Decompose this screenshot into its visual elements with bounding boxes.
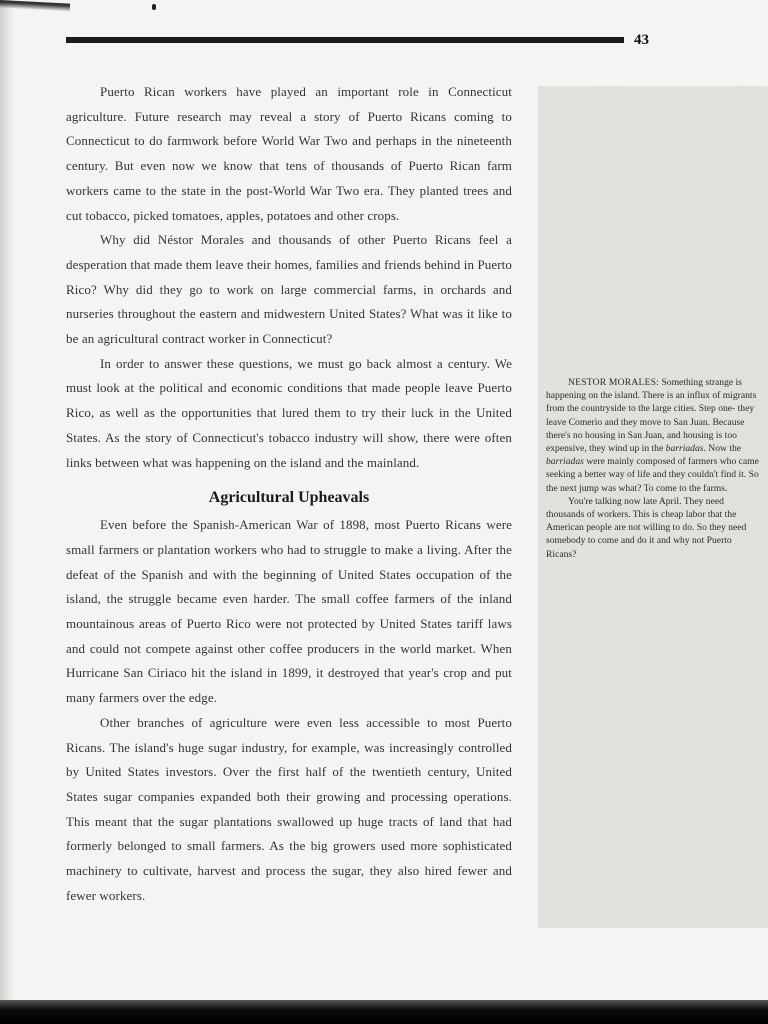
paragraph: In order to answer these questions, we must go back almost a century. We must look at the political and economic conditions that made people leave Puerto Rico, as well as the opportunities that lured them to try their luck in the United States. As the story of Connecticut's tobacco industry will show, there were often links between what was happening on the island and the mainland. (66, 355, 512, 470)
scan-edge (0, 0, 14, 1024)
header-rule (66, 37, 624, 43)
paragraph: Puerto Rican workers have played an important role in Connecticut agriculture. Future research may reveal a story of Puerto Ricans coming to Connecticut to do farmwork before World War Two and perhaps in the nineteenth century. But even now we know that tens of thousands of Puerto Rican farm workers came to the state in the post-World War Two era. They planted trees and cut tobacco, picked tomatoes, apples, potatoes and other crops. (66, 84, 512, 223)
paragraph: Even before the Spanish-American War of 1898, most Puerto Ricans were small farmers or plantation workers who had to struggle to make a living. After the defeat of the Spanish and with the beginning of United States occupation of the island, the struggle became even harder. The small coffee farmers of the inland mountainous areas of Puerto Rico were not protected by United States tariff laws and could not compete against other coffee producers in the world market. When Hurricane San Ciriaco hit the island in 1899, it destroyed that year's crop and put many farmers over the edge. (66, 517, 512, 706)
section-heading: Agricultural Upheavals (208, 489, 370, 507)
quote-paragraph: NESTOR MORALES: Something strange is happening on the island. There is an influx of migrants from the countryside to the large cities. Step one- they leave Comerio and they move to San Juan. Because there's no housing in San Juan, and housing is too expensive, they wind up in the barriadas. Now the barriadas were mainly composed of farmers who came seeking a better way of life and they couldn't find it. So the next jump was what? To come to the farms. (546, 377, 759, 494)
paragraph: Why did Néstor Morales and thousands of other Puerto Ricans feel a desperation that made them leave their homes, families and friends behind in Puerto Rico? Why did they go to work on large commercial farms, in orchards and nurseries throughout the eastern and midwestern United States? What was it like to be an agricultural contract worker in Connecticut? (66, 232, 512, 347)
main-text-column (66, 80, 512, 909)
page-number: 43 (634, 32, 649, 48)
paragraph: Other branches of agriculture were even less accessible to most Puerto Ricans. The island's huge sugar industry, for example, was increasingly controlled by United States investors. Over the first half of the twentieth century, United States sugar companies expanded both their growing and processing operations. This meant that the sugar plantations swallowed up huge tracts of land that had formerly belonged to small farmers. As the big growers used more sophisticated machinery to cultivate, harvest and process the sugar, they also hired fewer and fewer workers. (66, 714, 512, 903)
scan-speck (152, 4, 156, 10)
quote-paragraph: You're talking now late April. They need thousands of workers. This is cheap labor that the American people are not willing to do. So they need somebody to come and do it and why not Puerto Ricans? (546, 495, 747, 560)
quote-speaker: NESTOR MORALES: (568, 377, 660, 388)
scan-bottom-shadow (0, 1000, 768, 1024)
sidebar-quote (546, 376, 764, 561)
